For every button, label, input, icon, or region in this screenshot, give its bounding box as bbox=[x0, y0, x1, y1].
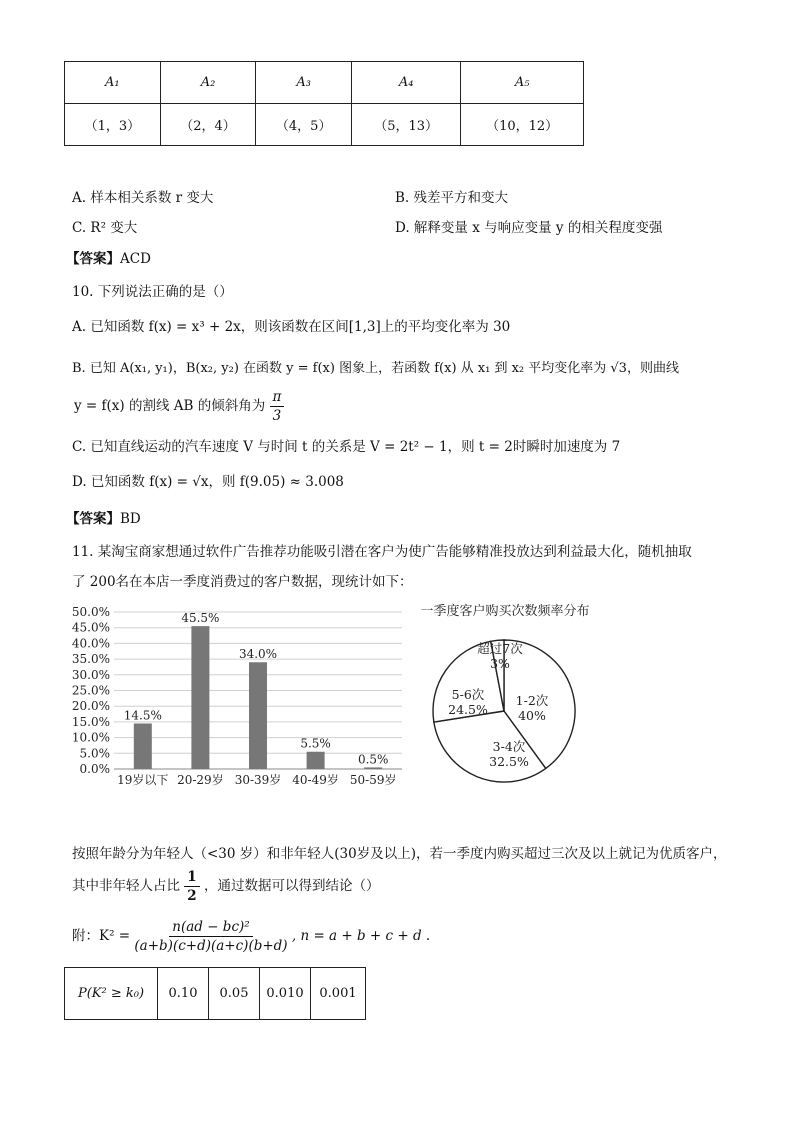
q9-option-b: B. 残差平方和变大 bbox=[395, 190, 509, 206]
x-tick-label: 30-39岁 bbox=[234, 773, 282, 787]
q10-option-a: A. 已知函数 f(x) = x³ + 2x，则该函数在区间[1,3]上的平均变化率为 30 bbox=[72, 319, 511, 335]
table-header-cell: A₄ bbox=[352, 62, 461, 104]
table-cell: （4，5） bbox=[256, 104, 352, 146]
purchase-frequency-pie-chart bbox=[405, 598, 605, 793]
q10-option-b-line2 bbox=[74, 388, 284, 425]
y-tick-label: 25.0% bbox=[71, 683, 110, 698]
formula-fraction bbox=[134, 918, 287, 955]
critical-value-table bbox=[64, 967, 366, 1020]
pi-over-3-fraction bbox=[270, 388, 285, 425]
bar-40-49岁 bbox=[307, 752, 325, 769]
bar-value-label: 14.5% bbox=[123, 708, 162, 723]
table-cell: 0.10 bbox=[158, 968, 209, 1020]
q10-option-c: C. 已知直线运动的汽车速度 V 与时间 t 的关系是 V = 2t² − 1，则 t = 2时瞬时加速度为 7 bbox=[72, 439, 621, 455]
pie-slice-pct: 24.5% bbox=[448, 702, 488, 717]
x-tick-label: 50-59岁 bbox=[349, 773, 397, 787]
age-bar-chart bbox=[64, 598, 409, 793]
table-cell: 0.001 bbox=[311, 968, 366, 1020]
q9-option-c: C. R² 变大 bbox=[72, 220, 138, 236]
table-cell: （1，3） bbox=[65, 104, 161, 146]
q9-option-d: D. 解释变量 x 与响应变量 y 的相关程度变强 bbox=[395, 220, 663, 236]
bar-value-label: 0.5% bbox=[357, 752, 389, 767]
pie-slice-label: 5-6次 bbox=[451, 687, 485, 702]
data-table-points bbox=[64, 61, 584, 146]
y-tick-label: 15.0% bbox=[71, 714, 110, 729]
bar-value-label: 5.5% bbox=[300, 736, 331, 751]
table-cell: 0.05 bbox=[209, 968, 260, 1020]
pie-slice-pct: 32.5% bbox=[489, 754, 529, 769]
q11-stem-line4 bbox=[72, 868, 380, 905]
y-tick-label: 40.0% bbox=[71, 636, 110, 651]
q9-answer bbox=[66, 247, 151, 267]
bar-19岁以下 bbox=[134, 723, 152, 769]
pie-title: 一季度客户购买次数频率分布 bbox=[420, 604, 590, 619]
y-tick-label: 50.0% bbox=[71, 605, 110, 619]
pie-slice-label: 超过7次 bbox=[477, 641, 523, 656]
table-header-cell: A₅ bbox=[461, 62, 584, 104]
y-tick-label: 0.0% bbox=[79, 762, 110, 776]
fraction-denominator: 2 bbox=[187, 888, 197, 904]
x-tick-label: 20-29岁 bbox=[177, 773, 224, 787]
table-cell: （10，12） bbox=[461, 104, 584, 146]
answer-value: BD bbox=[120, 511, 141, 527]
pie-slice-pct: 3% bbox=[490, 656, 510, 671]
x-tick-label: 19岁以下 bbox=[117, 773, 169, 787]
table-cell: （2，4） bbox=[160, 104, 256, 146]
y-tick-label: 30.0% bbox=[71, 667, 110, 682]
answer-tag: 【答案】 bbox=[66, 251, 120, 267]
bar-value-label: 45.5% bbox=[181, 611, 220, 626]
table-cell: P(K² ≥ k₀) bbox=[65, 968, 158, 1020]
q11-stem-line3: 按照年龄分为年轻人（<30 岁）和非年轻人(30岁及以上)，若一季度内购买超过三次及以上就记为优质客户， bbox=[72, 846, 727, 862]
pie-slice-label: 3-4次 bbox=[492, 739, 526, 754]
pie-slice-pct: 40% bbox=[518, 708, 546, 723]
q10-answer bbox=[66, 507, 141, 527]
formula-lhs: 附：K² = bbox=[72, 928, 131, 944]
y-tick-label: 45.0% bbox=[71, 620, 110, 635]
bar-value-label: 34.0% bbox=[238, 647, 278, 662]
y-tick-label: 20.0% bbox=[71, 699, 110, 714]
bar-50-59岁 bbox=[364, 767, 382, 769]
q10-option-b-text: y = f(x) 的割线 AB 的倾斜角为 bbox=[74, 398, 266, 414]
y-tick-label: 10.0% bbox=[71, 730, 110, 745]
x-tick-label: 40-49岁 bbox=[292, 773, 339, 787]
y-tick-label: 35.0% bbox=[71, 652, 110, 667]
chi-square-formula bbox=[72, 918, 430, 955]
q10-option-d: D. 已知函数 f(x) = √x，则 f(9.05) ≈ 3.008 bbox=[72, 474, 344, 490]
q11-line4-text: 其中非年轻人占比 bbox=[72, 878, 180, 894]
q9-option-a: A. 样本相关系数 r 变大 bbox=[72, 190, 214, 206]
answer-tag: 【答案】 bbox=[66, 511, 120, 527]
fraction-denominator: 3 bbox=[272, 408, 282, 424]
fraction-denominator: (a+b)(c+d)(a+c)(b+d) bbox=[134, 938, 288, 954]
bar-30-39岁 bbox=[249, 662, 267, 769]
q10-option-b-line1: B. 已知 A(x₁, y₁)，B(x₂, y₂) 在函数 y = f(x) 图象上，若函数 f(x) 从 x₁ 到 x₂ 平均变化率为 √3，则曲线 bbox=[72, 361, 679, 376]
table-header-cell: A₁ bbox=[65, 62, 161, 104]
q11-line4-text-post: ，通过数据可以得到结论（） bbox=[204, 878, 380, 894]
q11-stem-line1: 11. 某淘宝商家想通过软件广告推荐功能吸引潜在客户为使广告能够精准投放达到利益最大化，随机抽取 bbox=[72, 544, 692, 560]
fraction-numerator: n(ad − bc)² bbox=[169, 918, 252, 937]
q10-stem: 10. 下列说法正确的是（） bbox=[72, 284, 233, 300]
pie-slice-label: 1-2次 bbox=[515, 693, 549, 708]
q11-stem-line2: 了 200名在本店一季度消费过的客户数据，现统计如下： bbox=[72, 574, 413, 590]
formula-rhs: , n = a + b + c + d . bbox=[291, 928, 431, 944]
fraction-numerator: 1 bbox=[184, 868, 199, 887]
table-header-cell: A₃ bbox=[256, 62, 352, 104]
bar-20-29岁 bbox=[191, 626, 209, 769]
one-half-fraction bbox=[184, 868, 199, 905]
table-header-cell: A₂ bbox=[160, 62, 256, 104]
table-cell: 0.010 bbox=[260, 968, 311, 1020]
table-cell: （5，13） bbox=[352, 104, 461, 146]
y-tick-label: 5.0% bbox=[79, 746, 110, 761]
fraction-numerator: π bbox=[270, 388, 285, 407]
answer-value: ACD bbox=[120, 251, 151, 267]
